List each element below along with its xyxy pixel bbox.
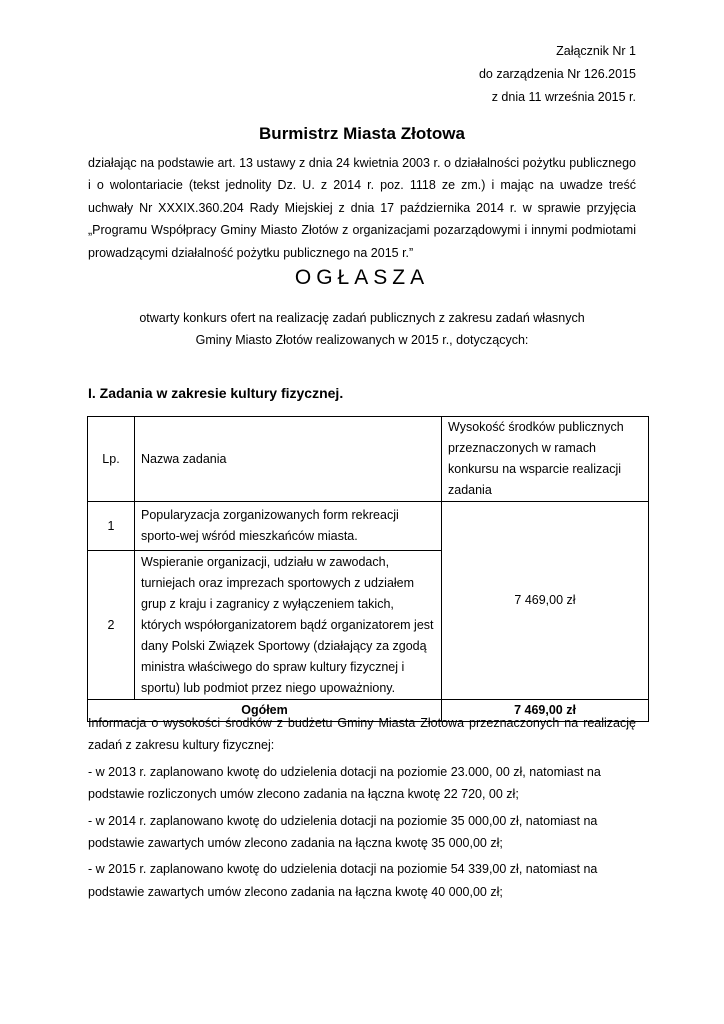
total-label: Ogółem xyxy=(88,700,442,722)
table-row xyxy=(88,502,649,551)
annex-number: Załącznik Nr 1 xyxy=(556,44,636,58)
annex-ordinance: do zarządzenia Nr 126.2015 xyxy=(478,67,636,81)
header-amount: Wysokość środków publicznych przeznaczonych w ramach konkursu na wsparcie realizacji zadania xyxy=(442,417,649,502)
announcement-heading: OGŁASZA xyxy=(294,266,430,289)
funding-intro: Informacja o wysokości środków z budżetu Gminy Miasta Złotowa przeznaczonych na realizację zadań z zakresu kultury fizycznej: xyxy=(88,716,636,753)
row-amount: 7 469,00 zł xyxy=(442,502,649,700)
total-value: 7 469,00 zł xyxy=(442,700,649,722)
row-task-name: Popularyzacja zorganizowanych form rekreacji sporto-wej wśród mieszkańców miasta. xyxy=(135,502,442,551)
row-lp: 2 xyxy=(88,551,135,700)
header-task-name: Nazwa zadania xyxy=(135,417,442,502)
funding-information xyxy=(88,712,636,907)
table-header-row xyxy=(88,417,649,502)
document-title: Burmistrz Miasta Złotowa xyxy=(259,124,465,143)
funding-item-2014: - w 2014 r. zaplanowano kwotę do udzielenia dotacji na poziomie 35 000,00 zł, natomiast na podstawie zawartych umów zlecono zadania na łączna kwotę 35 000,00 zł; xyxy=(88,813,598,851)
lead-line-2: Gminy Miasto Złotów realizowanych w 2015 r., dotyczących: xyxy=(195,333,529,347)
funding-item-2015: - w 2015 r. zaplanowano kwotę do udzielenia dotacji na poziomie 54 339,00 zł, natomiast na podstawie zawartych umów zlecono zadania na łączna kwotę 40 000,00 zł; xyxy=(88,862,598,899)
tasks-table xyxy=(87,416,649,722)
section-heading: I. Zadania w zakresie kultury fizycznej. xyxy=(88,385,344,401)
announcement-lead xyxy=(88,307,636,351)
row-lp: 1 xyxy=(88,502,135,551)
legal-basis-paragraph: działając na podstawie art. 13 ustawy z dnia 24 kwietnia 2003 r. o działalności pożytku publicznego i o wolontariacie (tekst jednolity Dz. U. z 2014 r. poz. 1118 ze zm.) i mając na uwadze treść uchwały Nr XXXIX.360.204 Rady Miejskiej z dnia 17 października 2014 r. w sprawie przyjęcia „Programu Współpracy Gminy Miasto Złotów z organizacjami pozarządowymi i innymi podmiotami prowadzącymi działalność pożytku publicznego na 2015 r.” xyxy=(88,156,636,260)
lead-line-1: otwarty konkurs ofert na realizację zadań publicznych z zakresu zadań własnych xyxy=(139,311,585,325)
annex-date: z dnia 11 września 2015 r. xyxy=(491,90,636,104)
header-lp: Lp. xyxy=(88,417,135,502)
row-task-name: Wspieranie organizacji, udziału w zawodach, turniejach oraz imprezach sportowych z udziałem grup z kraju i zagranicy z wyłączeniem takich, których współorganizatorem bądź organizatorem jest dany Polski Związek Sportowy (działający za zgodą ministra właściwego do spraw kultury fizycznej i sportu) lub podmiot przez niego upoważniony. xyxy=(135,551,442,700)
annex-reference xyxy=(479,40,636,109)
funding-item-2013: - w 2013 r. zaplanowano kwotę do udzielenia dotacji na poziomie 23.000, 00 zł, natomiast na podstawie rozliczonych umów zlecono zadania na łączna kwotę 22 720, 00 zł; xyxy=(88,764,601,802)
